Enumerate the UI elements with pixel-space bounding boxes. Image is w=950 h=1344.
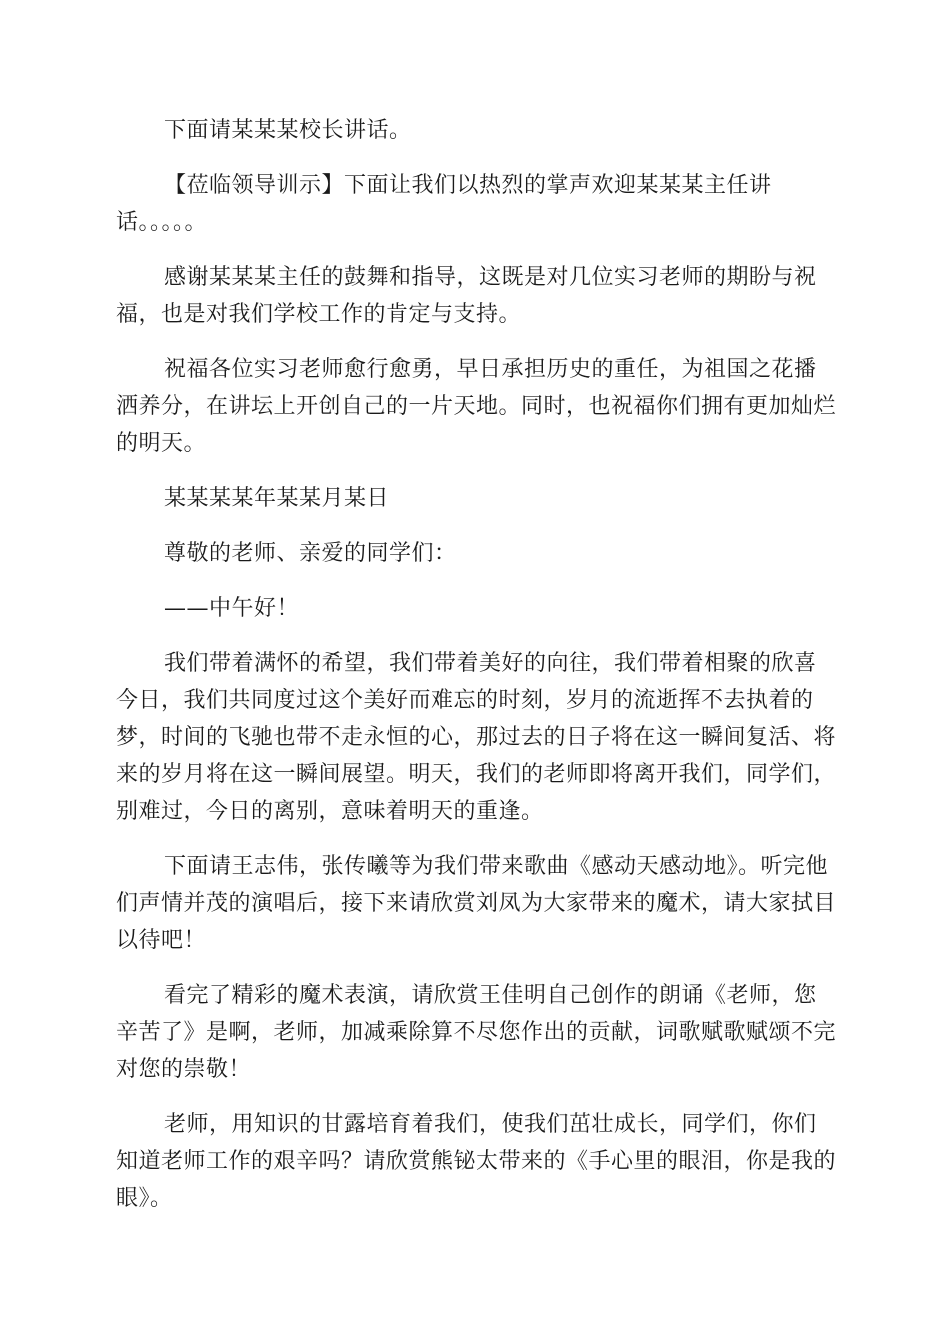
paragraph-greeting: ——中午好！	[164, 596, 300, 621]
paragraph-farewell: 我们带着满怀的希望，我们带着美好的向往，我们带着相聚的欣喜今日，我们共同度过这个美好而难忘的时刻，岁月的流逝挥不去执着的梦，时间的飞驰也带不走永恒的心，那过去的日子将在这一瞬间复活、将来的岁月将在这一瞬间展望。明天，我们的老师即将离开我们，同学们，别难过，今日的离别，意味着明天的重逢。	[116, 651, 837, 824]
paragraph-song-intro: 下面请王志伟，张传曦等为我们带来歌曲《感动天感动地》。听完他们声情并茂的演唱后，接下来请欣赏刘凤为大家带来的魔术，请大家拭目以待吧！	[116, 854, 837, 953]
paragraph-date: 某某某某年某某月某日	[164, 486, 390, 511]
paragraph-leader-address: 【莅临领导训示】下面让我们以热烈的掌声欢迎某某某主任讲话。。。。。	[116, 173, 772, 235]
paragraph-salutation: 尊敬的老师、亲爱的同学们：	[164, 541, 457, 566]
paragraph-principal-speech: 下面请某某某校长讲话。	[164, 118, 412, 143]
paragraph-closing-performance: 老师，用知识的甘露培育着我们，使我们茁壮成长，同学们，你们知道老师工作的艰辛吗？请欣赏熊铋太带来的《手心里的眼泪，你是我的眼》。	[116, 1112, 837, 1211]
paragraph-blessing: 祝福各位实习老师愈行愈勇，早日承担历史的重任，为祖国之花播洒养分，在讲坛上开创自己的一片天地。同时，也祝福你们拥有更加灿烂的明天。	[116, 357, 837, 456]
paragraph-recitation-intro: 看完了精彩的魔术表演，请欣赏王佳明自己创作的朗诵《老师，您辛苦了》是啊，老师，加减乘除算不尽您作出的贡献，词歌赋歌赋颂不完对您的崇敬！	[116, 983, 837, 1082]
document-body	[116, 112, 836, 1235]
paragraph-thanks: 感谢某某某主任的鼓舞和指导，这既是对几位实习老师的期盼与祝福，也是对我们学校工作的肯定与支持。	[116, 265, 817, 327]
